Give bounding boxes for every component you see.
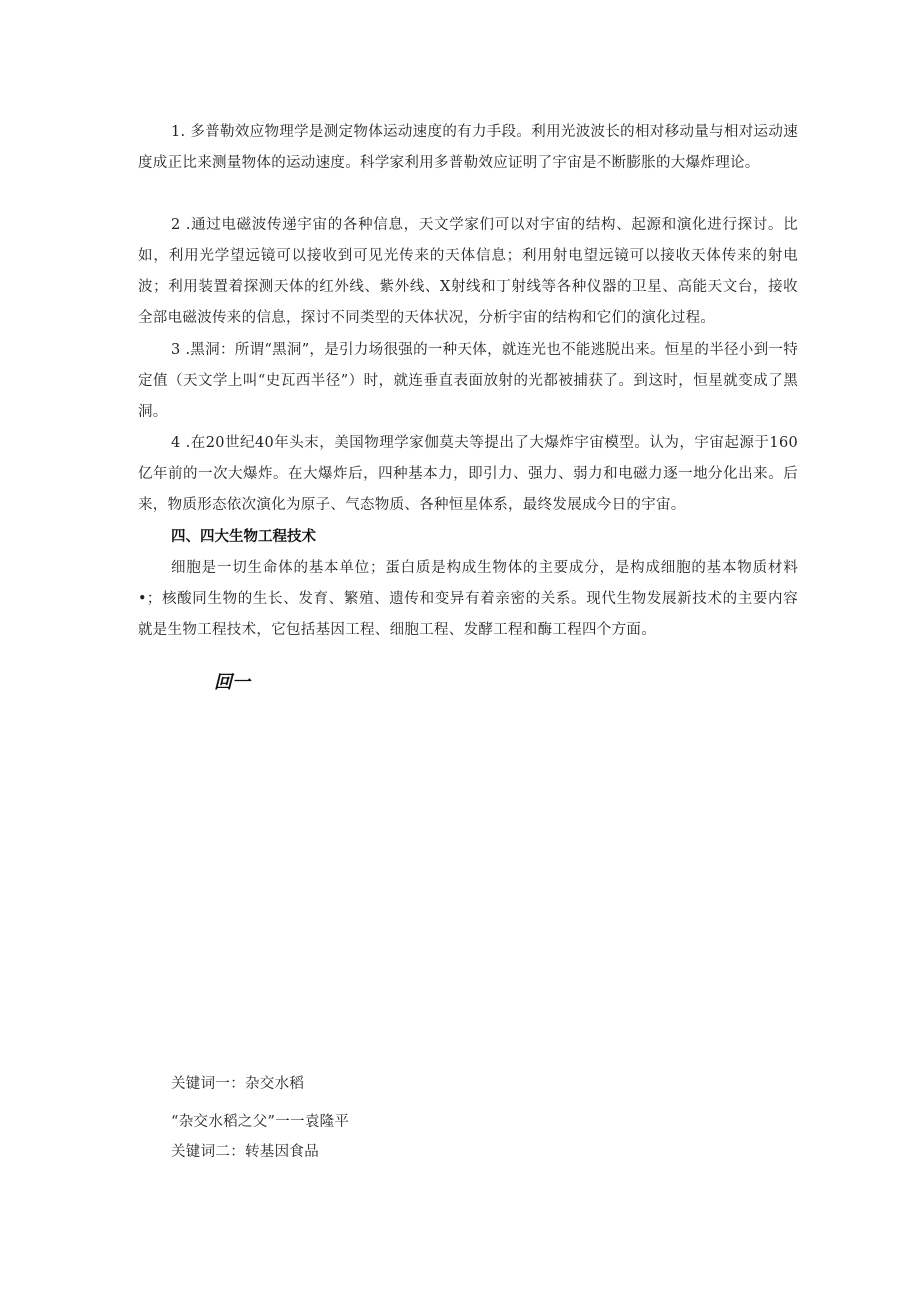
keyword-quote: “杂交水稻之父”一一袁隆平 <box>171 1114 350 1130</box>
paragraph-black-hole: 3 .黑洞：所谓“黑洞”，是引力场很强的一种天体，就连光也不能逃脱出来。恒星的半径小到一特定值（天文学上叫“史瓦西半径”）时，就连垂直表面放射的光都被捕获了。到这时，恒星就变成了黑洞。 <box>138 342 798 420</box>
stamp-mark: 回一 <box>214 672 250 693</box>
keyword-one: 关键词一：杂交水稻 <box>171 1076 305 1092</box>
keyword-two: 关键词二：转基因食品 <box>171 1144 319 1160</box>
paragraph-electromagnetic: 2 .通过电磁波传递宇宙的各种信息，天文学家们可以对宇宙的结构、起源和演化进行探讨。比如，利用光学望远镜可以接收到可见光传来的天体信息；利用射电望远镜可以接收天体传来的射电波；利用装置着探测天体的红外线、紫外线、X射线和丁射线等各种仪器的卫星、高能天文台，接收全部电磁波传来的信息，探讨不同类型的天体状况，分析宇宙的结构和它们的演化过程。 <box>138 217 798 326</box>
paragraph-bioengineering: 细胞是一切生命体的基本单位；蛋白质是构成生物体的主要成分，是构成细胞的基本物质材料•；核酸同生物的生长、发育、繁殖、遗传和变异有着亲密的关系。现代生物发展新技术的主要内容就是生物工程技术，它包括基因工程、细胞工程、发酵工程和酶工程四个方面。 <box>138 560 798 638</box>
paragraph-big-bang: 4 .在20世纪40年头末，美国物理学家伽莫夫等提出了大爆炸宇宙模型。认为，宇宙起源于160亿年前的一次大爆炸。在大爆炸后，四种基本力，即引力、强力、弱力和电磁力逐一地分化出来。后来，物质形态依次演化为原子、气态物质、各种恒星体系，最终发展成今日的宇宙。 <box>138 435 798 513</box>
section-heading: 四、四大生物工程技术 <box>171 529 316 545</box>
paragraph-doppler: 1. 多普勒效应物理学是测定物体运动速度的有力手段。利用光波波长的相对移动量与相对运动速度成正比来测量物体的运动速度。科学家利用多普勒效应证明了宇宙是不断膨胀的大爆炸理论。 <box>138 124 798 171</box>
